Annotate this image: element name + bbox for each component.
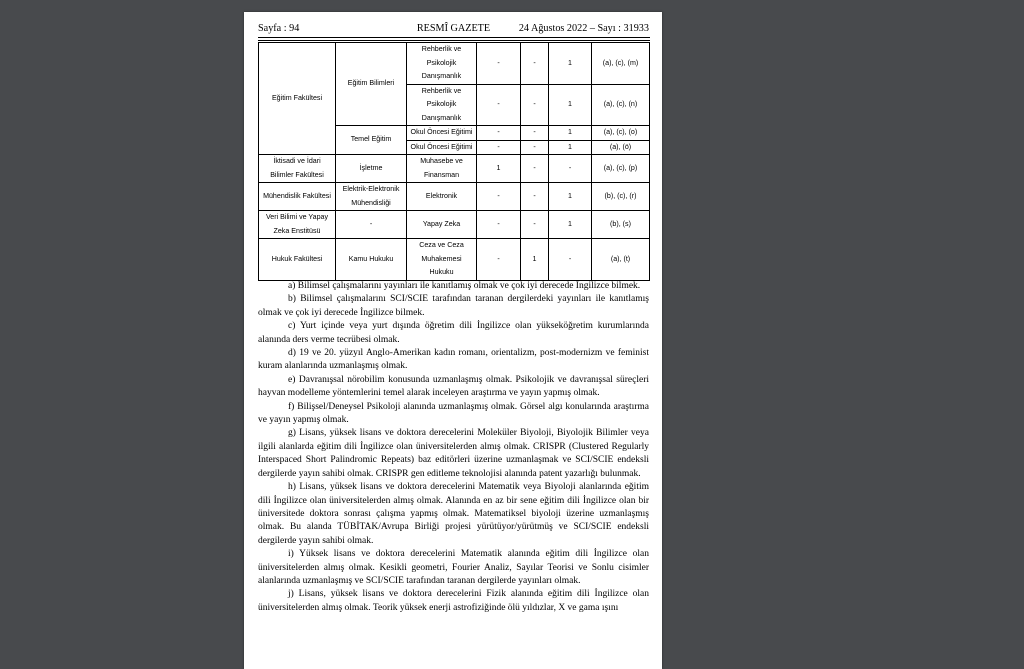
program-cell: Elektronik <box>407 183 477 211</box>
faculty-cell: Veri Bilimi ve Yapay Zeka Enstitüsü <box>259 211 336 239</box>
notes-cell: (a), (c), (p) <box>592 155 650 183</box>
notes-cell: (a), (ö) <box>592 140 650 155</box>
count-cell: - <box>477 211 521 239</box>
condition-a: a) Bilimsel çalışmalarını yayınları ile kanıtlamış olmak ve çok iyi derecede İngilizce bilmek. <box>288 281 641 291</box>
notes-cell: (a), (t) <box>592 239 650 281</box>
count-cell: - <box>477 84 521 126</box>
program-cell: Yapay Zeka <box>407 211 477 239</box>
count-cell: 1 <box>549 43 592 85</box>
program-cell: Rehberlik ve Psikolojik Danışmanlık <box>407 43 477 85</box>
count-cell: - <box>521 211 549 239</box>
count-cell: - <box>521 155 549 183</box>
document-page <box>244 12 662 669</box>
notes-cell: (a), (c), (o) <box>592 126 650 141</box>
department-cell: Eğitim Bilimleri <box>336 43 407 126</box>
header-rule <box>258 37 650 38</box>
count-cell: - <box>521 84 549 126</box>
notes-cell: (a), (c), (n) <box>592 84 650 126</box>
conditions-text <box>258 280 649 615</box>
table-row <box>259 155 650 183</box>
gazette-title: RESMÎ GAZETE <box>416 23 491 34</box>
table-row <box>259 239 650 281</box>
count-cell: - <box>477 43 521 85</box>
program-cell: Rehberlik ve Psikolojik Danışmanlık <box>407 84 477 126</box>
count-cell: 1 <box>477 155 521 183</box>
count-cell: - <box>521 43 549 85</box>
program-cell: Muhasebe ve Finansman <box>407 155 477 183</box>
condition-f: f) Bilişsel/Deneysel Psikoloji alanında uzmanlaşmış olmak. Görsel algı konularında araştırma ve yayın yapmış olmak. <box>258 401 649 426</box>
count-cell: - <box>477 140 521 155</box>
condition-e: e) Davranışsal nörobilim konusunda uzmanlaşmış olmak. Psikolojik ve davranışsal süreçleri hayvan modelleme yöntemlerini temel alarak inceleyen araştırma ve yayın yapmış olmak. <box>258 374 649 399</box>
faculty-cell: İktisadi ve İdari Bilimler Fakültesi <box>259 155 336 183</box>
header-rule-thin <box>258 40 650 41</box>
date-issue: 24 Ağustos 2022 – Sayı : 31933 <box>518 23 649 34</box>
count-cell: 1 <box>549 140 592 155</box>
count-cell: 1 <box>549 84 592 126</box>
count-cell: - <box>477 239 521 281</box>
count-cell: - <box>521 140 549 155</box>
condition-c: c) Yurt içinde veya yurt dışında öğretim dili İngilizce olan yükseköğretim kurumlarında alanında ders verme tecrübesi olmak. <box>258 321 649 345</box>
condition-h: h) Lisans, yüksek lisans ve doktora derecelerini Matematik veya Biyoloji alanlarında eğitim dili İngilizce olan üniversitelerden almış olmak. Alanında en az bir sene eğitim dili İngilizce olan bir üniversitede doktora sonrası çalışma yapmış olmak. Matematiksel biyoloji üzerine uzmanlaşmış olmak. Bu alanda TÜBİTAK/Avrupa Birliği projesi yürütüyor/yürütmüş ve SCI/SCIE endeksli dergilerde yayın sahibi olmak. <box>258 482 649 546</box>
table-row <box>259 43 650 85</box>
faculty-cell: Hukuk Fakültesi <box>259 239 336 281</box>
faculty-cell: Mühendislik Fakültesi <box>259 183 336 211</box>
count-cell: - <box>549 155 592 183</box>
department-cell: Kamu Hukuku <box>336 239 407 281</box>
program-cell: Okul Öncesi Eğitimi <box>407 126 477 141</box>
count-cell: - <box>521 183 549 211</box>
department-cell: İşletme <box>336 155 407 183</box>
condition-g: g) Lisans, yüksek lisans ve doktora derecelerini Moleküler Biyoloji, Biyolojik Bilimler veya ilgili alanlarda eğitim dili İngilizce olan üniversitelerden almış olmak. CRISPR (Clustered Regularly Interspaced Short Palindromic Repeats) baz editörleri üzerine uzmanlaşmak ve SCI/SCIE endeksli dergilerde yayın sahibi olmak. CRISPR gen editleme teknolojisi alanında patent yazarlığı bulunmak. <box>258 428 649 479</box>
program-cell: Okul Öncesi Eğitimi <box>407 140 477 155</box>
count-cell: 1 <box>521 239 549 281</box>
notes-cell: (b), (c), (r) <box>592 183 650 211</box>
page-number: Sayfa : 94 <box>258 23 300 34</box>
table-row <box>259 211 650 239</box>
condition-i: i) Yüksek lisans ve doktora derecelerini Matematik alanında eğitim dili İngilizce olan üniversitelerden almış olmak. Kesikli geometri, Fourier Analiz, Sayılar Teorisi ve Sonlu cisimler alanlarında uzmanlaşmış ve SCI/SCIE tarafından taranan dergilerde yayınları olmak. <box>258 549 649 586</box>
department-cell: Elektrik-Elektronik Mühendisliği <box>336 183 407 211</box>
positions-table <box>258 42 650 281</box>
condition-j: j) Lisans, yüksek lisans ve doktora derecelerini Fizik alanında eğitim dili İngilizce olan üniversitelerden almış olmak. Teorik yüksek enerji astrofiziğinde ölü yıldızlar, X ve gama ışını <box>258 589 649 613</box>
count-cell: 1 <box>549 126 592 141</box>
department-cell: Temel Eğitim <box>336 126 407 155</box>
count-cell: 1 <box>549 183 592 211</box>
condition-b: b) Bilimsel çalışmalarını SCI/SCIE tarafından taranan dergilerdeki yayınları ile kanıtlamış olmak ve çok iyi derecede İngilizce bilmek. <box>258 294 649 318</box>
notes-cell: (a), (c), (m) <box>592 43 650 85</box>
faculty-cell: Eğitim Fakültesi <box>259 43 336 155</box>
count-cell: - <box>521 126 549 141</box>
count-cell: - <box>549 239 592 281</box>
count-cell: - <box>477 183 521 211</box>
program-cell: Ceza ve Ceza Muhakemesi Hukuku <box>407 239 477 281</box>
count-cell: 1 <box>549 211 592 239</box>
count-cell: - <box>477 126 521 141</box>
department-cell: - <box>336 211 407 239</box>
table-row <box>259 183 650 211</box>
condition-d: d) 19 ve 20. yüzyıl Anglo-Amerikan kadın romanı, orientalizm, post-modernizm ve feminist kuram alanlarında uzmanlaşmış olmak. <box>258 348 649 372</box>
notes-cell: (b), (s) <box>592 211 650 239</box>
